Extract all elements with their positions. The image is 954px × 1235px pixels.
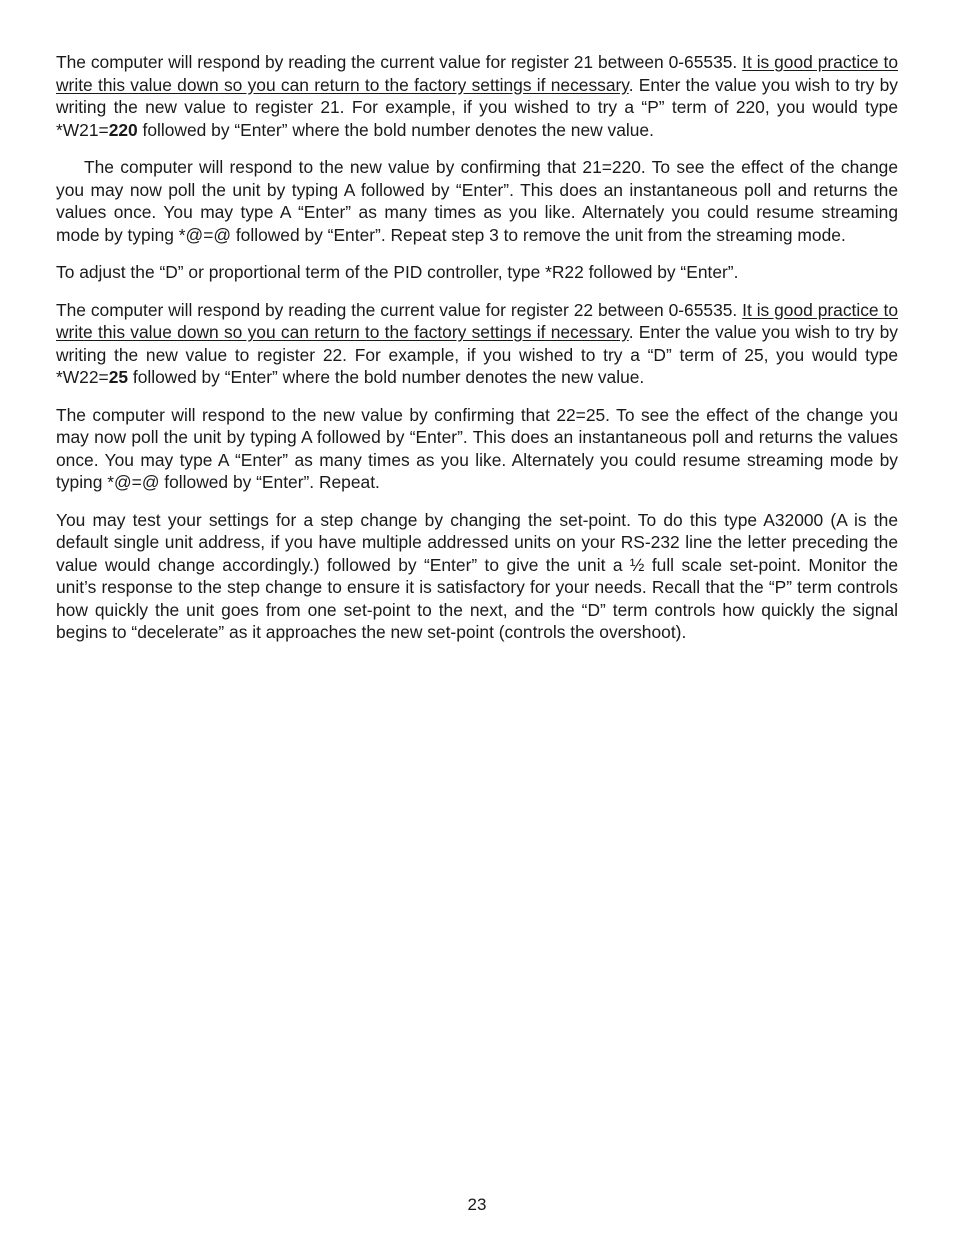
paragraph-register-22-read	[56, 299, 898, 389]
paragraph-register-21-read	[56, 51, 898, 141]
bold-value: 25	[108, 367, 129, 387]
paragraph-adjust-d-term: To adjust the “D” or proportional term of the PID controller, type *R22 followed by “Enter”.	[56, 262, 739, 282]
paragraph-text: followed by “Enter” where the bold number denotes the new value.	[137, 119, 654, 140]
paragraph-text: . Enter the value you wish to try by writing the new value to register 21. For example, if you wished to try a “P” term of 220, you would type *W21=	[56, 74, 898, 140]
page-number: 23	[467, 1195, 487, 1214]
paragraph-text: The computer will respond by reading the current value for register 21 between 0-65535.	[56, 52, 743, 72]
paragraph-step-change-test: You may test your settings for a step change by changing the set-point. To do this type A32000 (A is the default single unit address, if you have multiple addressed units on your RS-232 line the letter preceding the value would change accordingly.) followed by “Enter” to give the unit a ½ full scale set-point. Monitor the unit’s response to the step change to ensure it is satisfactory for your needs. Recall that the “P” term controls how quickly the unit goes from one set-point to the next, and the “D” term controls how quickly the signal begins to “decelerate” as it approaches the new set-point (controls the overshoot).	[56, 509, 898, 642]
page-body	[56, 51, 898, 659]
paragraph-register-22-confirm: The computer will respond to the new value by confirming that 22=25. To see the effect of the change you may now poll the unit by typing A followed by “Enter”. This does an instantaneous poll and returns the values once. You may type A “Enter” as many times as you like. Alternately you could resume streaming mode by typing *@=@ followed by “Enter”. Repeat.	[56, 404, 898, 492]
paragraph-register-21-confirm: The computer will respond to the new value by confirming that 21=220. To see the effect of the change you may now poll the unit by typing A followed by “Enter”. This does an instantaneous poll and returns the values once. You may type A “Enter” as many times as you like. Alternately you could resume streaming mode by typing *@=@ followed by “Enter”. Repeat step 3 to remove the unit from the streaming mode.	[56, 157, 898, 245]
paragraph-text: . Enter the value you wish to try by writing the new value to register 22. For example, if you wished to try a “D” term of 25, you would type *W22=	[56, 322, 898, 387]
underlined-advice: It is good practice to write this value down so you can return to the factory settings if necessary	[56, 299, 898, 342]
bold-value: 220	[108, 119, 138, 140]
paragraph-text: The computer will respond by reading the current value for register 22 between 0-65535.	[56, 299, 743, 320]
underlined-advice: It is good practice to write this value down so you can return to the factory settings if necessary	[56, 52, 898, 95]
paragraph-text: followed by “Enter” where the bold number denotes the new value.	[128, 367, 645, 387]
